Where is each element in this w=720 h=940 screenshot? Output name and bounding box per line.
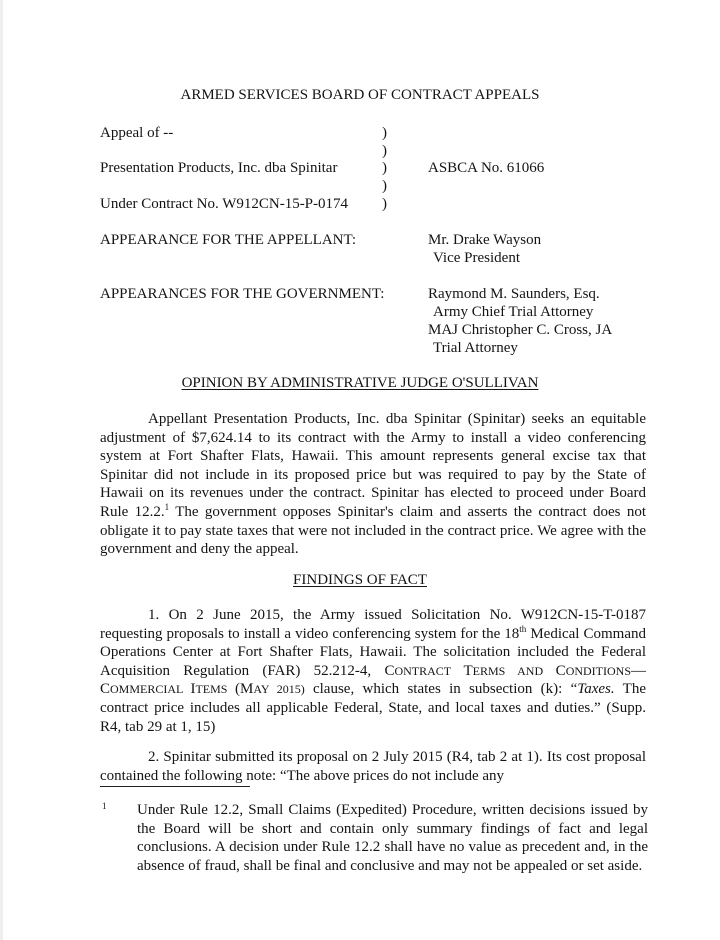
clause-title: ONTRACT	[394, 663, 464, 678]
taxes-italic: Taxes.	[577, 681, 615, 698]
government-appearance-label: APPEARANCES FOR THE GOVERNMENT:	[100, 286, 385, 302]
ordinal-suffix: th	[519, 623, 527, 634]
gov-attorney-1: Raymond M. Saunders, Esq.	[428, 286, 600, 302]
clause-title: T	[463, 662, 473, 679]
intro-text-part-2: The government opposes Spinitar's claim and asserts the contract does not obligate it to pay state taxes that were not included in the contract price. We agree with the government and deny the appeal.	[100, 503, 646, 558]
finding-1-text: The contract price includes all applicable Federal, State, and local taxes and duties.” (Supp. R4, tab 29 at 1, 15)	[100, 681, 646, 735]
board-title: ARMED SERVICES BOARD OF CONTRACT APPEALS	[180, 87, 540, 103]
clause-title: C	[555, 662, 566, 679]
footnote-text: Under Rule 12.2, Small Claims (Expedited) Procedure, written decisions issued by the Board will be short and contain only summary findings of fact and legal conclusions. A decision under Rule 12.2 shall have no value as precedent and, in the absence of fraud, shall be final and conclusive and may not be appealed or set aside.	[137, 802, 648, 874]
appellant-representative-title: Vice President	[433, 250, 520, 266]
caption-paren: )	[382, 143, 387, 159]
intro-text-part-1: Appellant Presentation Products, Inc. dba Spinitar (Spinitar) seeks an equitable adjustment of $7,624.14 to its contract with the Army to install a video conferencing system at Fort Shafter Flats, Hawaii. This amount represents general excise tax that Spinitar did not include in its proposed price but was required to pay by the State of Hawaii on its revenues under the contract. Spinitar has elected to proceed under Board Rule 12.2.	[100, 411, 646, 520]
gov-attorney-2: MAJ Christopher C. Cross, JA	[428, 322, 613, 338]
clause-title: C	[100, 681, 111, 698]
clause-title: C	[384, 662, 395, 679]
clause-date: AY 2015)	[253, 682, 305, 697]
clause-date: (M	[235, 681, 254, 698]
finding-1-paragraph	[100, 606, 646, 736]
opinion-intro-paragraph	[100, 410, 646, 559]
case-number: ASBCA No. 61066	[428, 160, 545, 176]
appellant-appearance-label: APPEARANCE FOR THE APPELLANT:	[100, 232, 357, 248]
clause-title: —	[631, 662, 647, 679]
footnote-separator	[100, 786, 250, 787]
footnote-reference: 1	[164, 501, 170, 512]
clause-title: ERMS AND	[472, 663, 556, 678]
findings-heading: FINDINGS OF FACT	[293, 572, 427, 588]
clause-title: ONDITIONS	[565, 663, 632, 678]
finding-1-text: Medical Command Operations Center at Fort Shafter Flats, Hawaii. The solicitation included the Federal Acquisition Regulation (FAR) 52.212-4,	[100, 625, 646, 679]
footnote-number: 1	[102, 801, 107, 811]
appellant-representative: Mr. Drake Wayson	[428, 232, 542, 248]
contract-number-line: Under Contract No. W912CN-15-P-0174	[100, 196, 349, 212]
caption-paren: )	[382, 125, 387, 141]
clause-title: OMMERCIAL	[110, 682, 191, 697]
caption-paren: )	[382, 160, 387, 176]
finding-1-text: clause, which states in subsection (k): “	[304, 681, 578, 698]
finding-2-paragraph: 2. Spinitar submitted its proposal on 2 July 2015 (R4, tab 2 at 1). Its cost proposal contained the following note: “The above prices do not include any	[100, 749, 646, 784]
caption-paren: )	[382, 196, 387, 212]
caption-paren: )	[382, 178, 387, 194]
scan-edge	[0, 0, 3, 940]
appeal-of-label: Appeal of --	[100, 125, 174, 141]
opinion-heading: OPINION BY ADMINISTRATIVE JUDGE O'SULLIVAN	[181, 375, 539, 391]
clause-title: I	[190, 681, 196, 698]
appellant-name: Presentation Products, Inc. dba Spinitar	[100, 160, 338, 176]
finding-1-text: 1. On 2 June 2015, the Army issued Solicitation No. W912CN-15-T-0187 requesting proposals to install a video conferencing system for the 18	[100, 607, 646, 642]
clause-title: TEMS	[195, 682, 236, 697]
gov-attorney-2-title: Trial Attorney	[433, 340, 518, 356]
footnote	[100, 797, 648, 875]
gov-attorney-1-title: Army Chief Trial Attorney	[433, 304, 594, 320]
